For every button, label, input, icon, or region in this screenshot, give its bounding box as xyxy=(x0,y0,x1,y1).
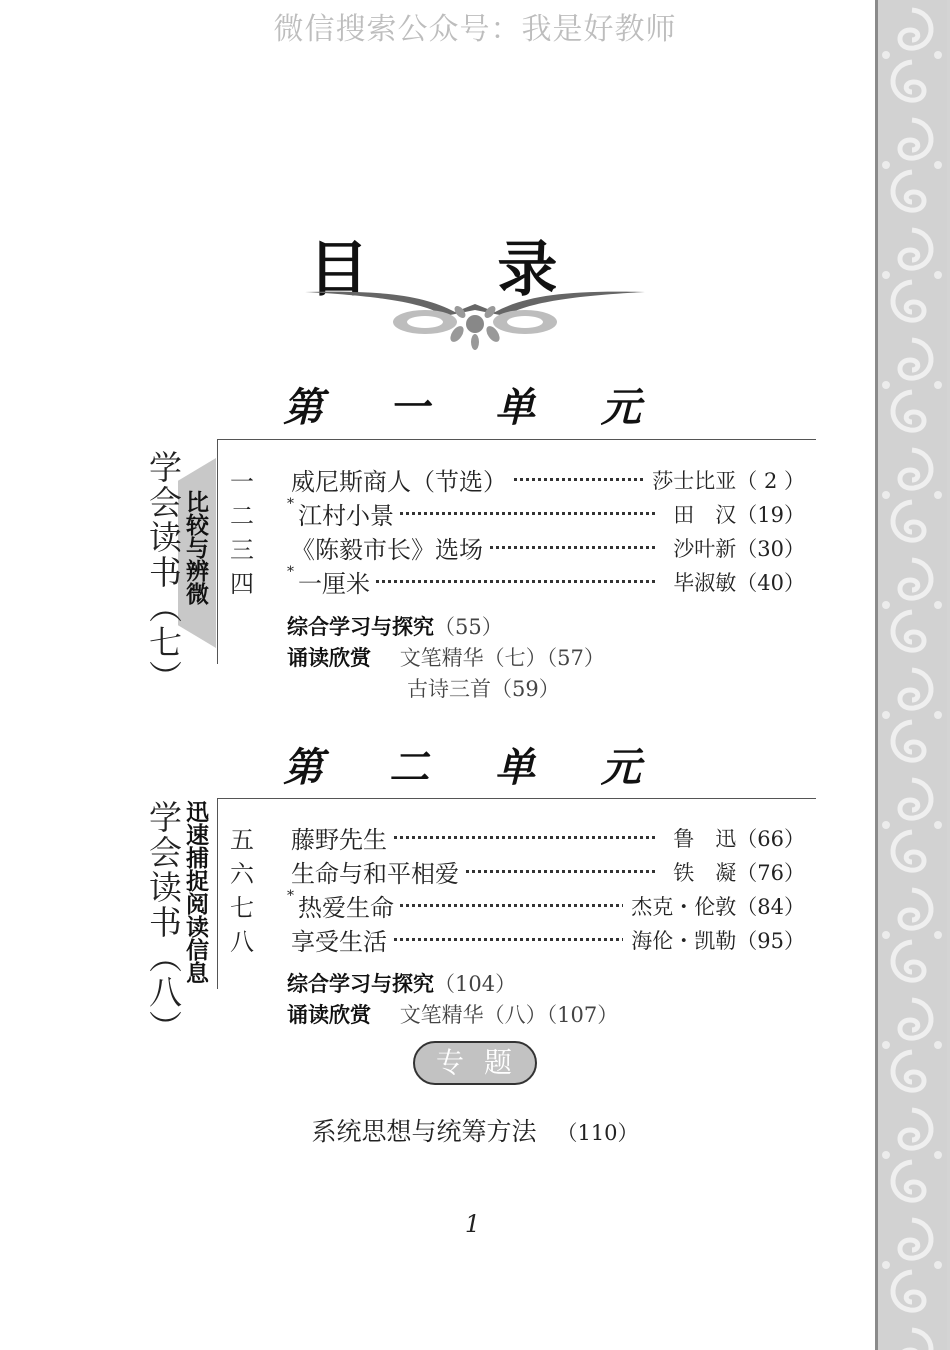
toc-entry[interactable] xyxy=(230,854,805,888)
entry-title: * 江村小景 xyxy=(287,496,400,531)
special-topic-badge: 专题 xyxy=(413,1041,537,1085)
entry-number: 六 xyxy=(230,860,254,888)
reading-label: 诵读欣赏 xyxy=(287,1003,371,1027)
entry-title: 生命与和平相爱 xyxy=(287,854,465,889)
toc-title: 目 录 xyxy=(308,235,612,305)
study-label: 综合学习与探究 xyxy=(287,972,434,996)
reading-item: 文笔精华（七）（57） xyxy=(399,646,605,670)
toc-entry[interactable] xyxy=(230,462,805,496)
entry-author-page: 海伦・凯勒（95） xyxy=(623,925,805,955)
study-page: （55） xyxy=(434,615,503,639)
entry-author-page: 沙叶新（30） xyxy=(665,533,805,563)
reading-entry[interactable] xyxy=(407,673,560,703)
side-title: 学会读书（七） xyxy=(144,450,183,695)
entry-author-page: 杰克・伦敦（84） xyxy=(623,891,805,921)
side-subtitle: 比较与辨微 xyxy=(182,490,208,605)
entry-number: 八 xyxy=(230,928,254,956)
entry-author-page: 铁 凝（76） xyxy=(665,857,805,887)
unit-heading: 第 二 单 元 xyxy=(283,744,667,791)
toc-entry[interactable] xyxy=(230,922,805,956)
study-entry[interactable] xyxy=(287,968,516,998)
entry-number: 一 xyxy=(230,468,254,496)
side-subtitle: 迅速捕捉阅读信息 xyxy=(182,800,208,984)
toc-entry[interactable] xyxy=(230,496,805,530)
entry-number: 二 xyxy=(230,502,254,530)
reading-entry[interactable] xyxy=(287,999,618,1029)
toc-entry[interactable] xyxy=(230,820,805,854)
entry-author-page: 莎士比亚（ 2 ） xyxy=(644,465,805,495)
unit-heading: 第 一 单 元 xyxy=(283,384,667,431)
entry-number: 三 xyxy=(230,536,254,564)
entry-title: * 热爱生命 xyxy=(287,888,400,923)
study-page: （104） xyxy=(434,972,517,996)
study-entry[interactable] xyxy=(287,611,503,641)
reading-item: 古诗三首（59） xyxy=(407,677,560,701)
page-number: 1 xyxy=(464,1210,481,1238)
toc-entry[interactable] xyxy=(230,564,805,598)
entry-title: 藤野先生 xyxy=(287,820,393,855)
title-ornament xyxy=(305,282,645,352)
entry-author-page: 田 汉（19） xyxy=(665,499,805,529)
entry-number: 七 xyxy=(230,894,254,922)
reading-entry[interactable] xyxy=(287,642,605,672)
entry-title: 威尼斯商人（节选） xyxy=(287,462,513,497)
entry-number: 五 xyxy=(230,826,254,854)
special-topic-page: （110） xyxy=(556,1121,639,1145)
reading-label: 诵读欣赏 xyxy=(287,646,371,670)
entry-title: 《陈毅市长》选场 xyxy=(287,530,489,565)
reading-item: 文笔精华（八）（107） xyxy=(399,1003,619,1027)
toc-entry[interactable] xyxy=(230,888,805,922)
entry-number: 四 xyxy=(230,570,254,598)
entry-title: * 一厘米 xyxy=(287,564,376,599)
entry-author-page: 鲁 迅（66） xyxy=(665,823,805,853)
side-title: 学会读书（八） xyxy=(144,800,183,1045)
special-topic-title: 系统思想与统筹方法 xyxy=(311,1117,537,1146)
entry-title: 享受生活 xyxy=(287,922,393,957)
entry-author-page: 毕淑敏（40） xyxy=(665,567,805,597)
watermark: 微信搜索公众号：我是好教师 xyxy=(273,12,677,47)
toc-entry[interactable] xyxy=(230,530,805,564)
study-label: 综合学习与探究 xyxy=(287,615,434,639)
special-topic-entry[interactable] xyxy=(0,1112,950,1148)
